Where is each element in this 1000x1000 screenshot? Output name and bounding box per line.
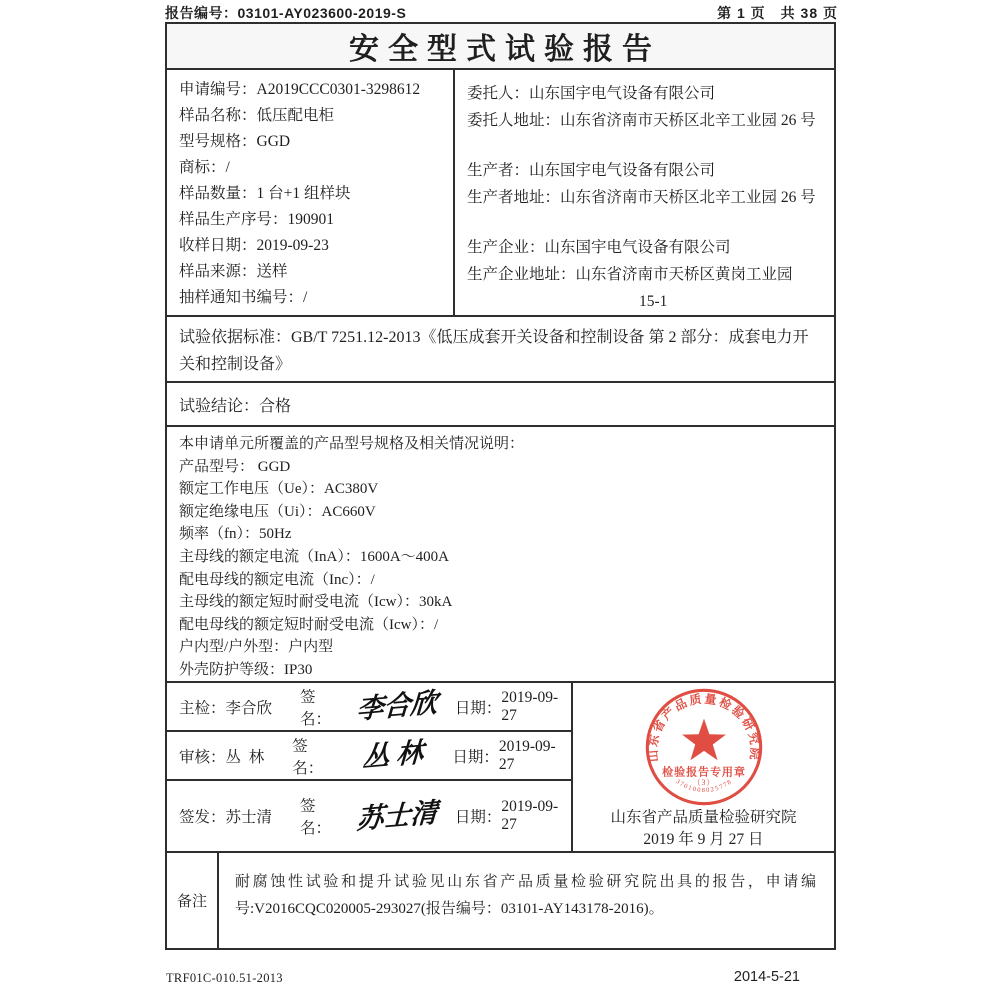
- distribution-busbar-rated-current: 配电母线的额定电流（Inc）：/: [179, 571, 375, 588]
- seal-sub-text: （3）: [692, 778, 715, 788]
- producer: 生产者：山东国宇电气设备有限公司: [467, 162, 716, 179]
- page-title: 安全型式试验报告: [349, 33, 661, 66]
- enterprise-group: [467, 234, 828, 315]
- ip-rating: 外壳防护等级：IP30: [179, 661, 313, 678]
- approver-name: 签发：苏士清: [179, 809, 273, 826]
- model-spec: 型号规格：GGD: [179, 133, 291, 150]
- remark-section: [167, 851, 834, 948]
- report-table: [165, 22, 836, 950]
- seal-star-icon: [682, 719, 726, 761]
- test-standard-cell: 试验依据标准：GB/T 7251.12-2013《低压成套开关设备和控制设备 第 2 部分：成套电力开关和控制设备》: [167, 315, 834, 381]
- page-indicator: 第 1 页 共 38 页: [717, 5, 838, 21]
- issue-date: 2019 年 9 月 27 日: [643, 831, 764, 848]
- chief-inspector-signature: 李合欣: [355, 687, 438, 725]
- enterprise: 生产企业：山东国宇电气设备有限公司: [467, 239, 731, 256]
- sample-quantity: 样品数量：1 台+1 组样块: [179, 185, 351, 202]
- sampling-notice-number: 抽样通知书编号：/: [179, 289, 308, 306]
- seal-code: 3701008025778: [673, 778, 734, 795]
- trademark: 商标：/: [179, 159, 230, 176]
- distribution-busbar-withstand-current: 配电母线的额定短时耐受电流（Icw）：/: [179, 616, 439, 633]
- product-spec-section: [167, 425, 834, 681]
- main-busbar-withstand-current: 主母线的额定短时耐受电流（Icw）：30kA: [179, 594, 453, 611]
- rated-insulation-voltage: 额定绝缘电压（Ui）：AC660V: [179, 503, 376, 520]
- approver-signature: 苏士清: [355, 796, 438, 835]
- signature-section: [167, 681, 834, 851]
- chief-inspector-row: [167, 683, 571, 730]
- indoor-outdoor-type: 户内型/户外型：户内型: [179, 639, 334, 656]
- issuing-organization: 山东省产品质量检验研究院: [610, 809, 797, 826]
- reviewer-signature: 丛 林: [361, 737, 424, 773]
- sign-label: 签名：: [300, 688, 332, 728]
- test-conclusion-cell: 试验结论：合格: [167, 381, 834, 425]
- enterprise-address-line2: 15-1: [639, 293, 668, 310]
- consignor-group: [467, 80, 828, 134]
- chief-inspector-name: 主检：李合欣: [179, 699, 273, 717]
- sample-source: 样品来源：送样: [179, 263, 288, 280]
- title-row: [167, 24, 834, 68]
- form-template-number: TRF01C-010.51-2013: [166, 971, 283, 985]
- approver-row: [167, 779, 571, 851]
- approver-date: 2019-09-27: [501, 798, 559, 833]
- product-model: 产品型号： GGD: [179, 458, 291, 475]
- date-label: 日期：: [454, 699, 502, 717]
- signature-rows: [167, 683, 573, 851]
- sample-info-left-cell: [167, 70, 455, 315]
- spec-heading: 本申请单元所覆盖的产品型号规格及相关情况说明：: [179, 436, 525, 452]
- sample-info-section: [167, 68, 834, 315]
- producer-address: 生产者地址：山东省济南市天桥区北辛工业园 26 号: [467, 189, 816, 206]
- date-label: 日期：: [452, 748, 499, 766]
- frequency: 频率（fn）：50Hz: [179, 526, 292, 543]
- sample-serial: 样品生产序号：190901: [179, 211, 335, 228]
- consignor: 委托人：山东国宇电气设备有限公司: [467, 85, 716, 102]
- seal-center-text: 检验报告专用章: [661, 766, 746, 779]
- enterprise-address: 生产企业地址：山东省济南市天桥区黄岗工业园: [467, 266, 793, 283]
- consignor-address: 委托人地址：山东省济南市天桥区北辛工业园 26 号: [467, 112, 816, 129]
- main-busbar-rated-current: 主母线的额定电流（InA）：1600A～400A: [179, 548, 449, 565]
- sign-label: 签名：: [300, 798, 332, 837]
- reviewer-date: 2019-09-27: [498, 737, 556, 773]
- remark-text: 耐腐蚀性试验和提升试验见山东省产品质量检验研究院出具的报告，申请编号:V2016CQC020005-293027(报告编号：03101-AY143178-2016)。: [235, 874, 816, 917]
- reviewer-name: 审核：丛 林: [179, 748, 265, 766]
- application-number: 申请编号：A2019CCC0301-3298612: [179, 81, 421, 98]
- rated-working-voltage: 额定工作电压（Ue）：AC380V: [179, 481, 379, 498]
- sample-name: 样品名称：低压配电柜: [179, 107, 335, 124]
- producer-group: [467, 157, 828, 211]
- sign-label: 签名：: [292, 737, 324, 777]
- chief-inspector-date: 2019-09-27: [501, 688, 559, 724]
- party-info-right-cell: [455, 70, 834, 315]
- date-label: 日期：: [454, 809, 502, 826]
- report-number: 报告编号：03101-AY023600-2019-S: [165, 5, 407, 21]
- remark-label: 备注: [167, 853, 219, 948]
- seal-cell: [573, 683, 834, 851]
- official-seal-icon: [636, 685, 772, 809]
- seal-arc-text: 山东省产品质量检验研究院: [645, 691, 762, 763]
- receive-date: 收样日期：2019-09-23: [179, 237, 329, 254]
- reviewer-row: [167, 730, 571, 779]
- form-template-date: 2014-5-21: [733, 969, 800, 985]
